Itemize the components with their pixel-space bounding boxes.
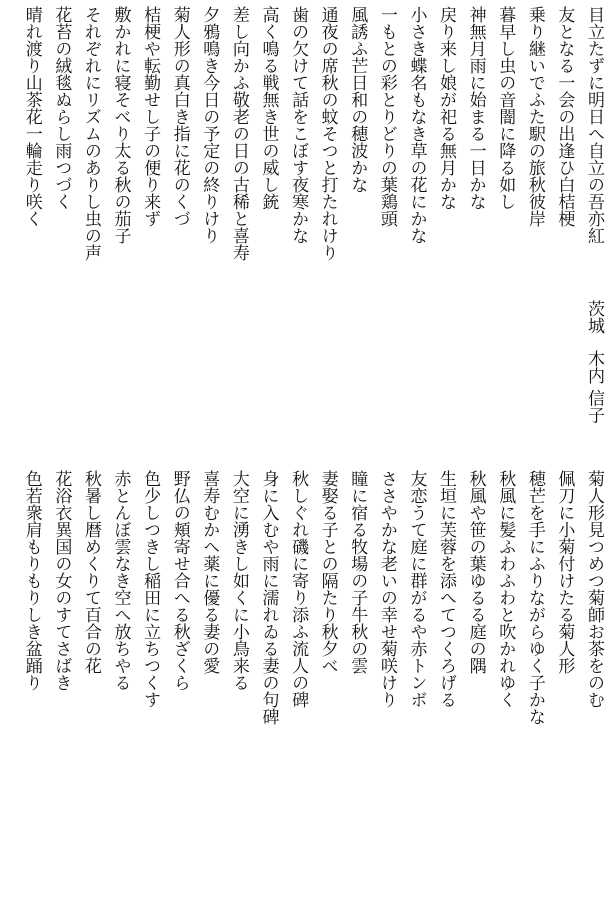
author-name: 木内 信子 <box>584 350 604 424</box>
haiku-line: 敷かれに寝そべり太る秋の茄子 <box>110 6 131 244</box>
haiku-line: 暮早し虫の音闇に降る如し <box>495 6 516 210</box>
author-place: 茨城 <box>584 300 604 334</box>
haiku-line: 歯の欠けて話をこぼす夜寒かな <box>288 6 309 244</box>
haiku-line: 生垣に芙蓉を添へてつくろげる <box>436 470 457 708</box>
haiku-line: 色少しつきし稲田に立ちつくす <box>140 470 161 708</box>
haiku-line: 瞳に宿る牧場の子牛秋の雲 <box>347 470 368 674</box>
haiku-line: 佩刀に小菊付けたる菊人形 <box>554 470 575 674</box>
haiku-line: 小さき蝶名もなき草の花にかな <box>406 6 427 244</box>
haiku-line: 花苔の絨毯ぬらし雨つづく <box>51 6 72 210</box>
haiku-line: 晴れ渡り山茶花一輪走り咲く <box>21 6 42 227</box>
haiku-line: 大空に湧きし如くに小鳥来る <box>228 470 249 691</box>
haiku-line: 乗り継いでふた駅の旅秋彼岸 <box>524 6 545 227</box>
haiku-line: 妻娶る子との隔たり秋夕べ <box>317 470 338 674</box>
haiku-line: 目立たずに明日へ自立の吾亦紅 <box>584 6 604 244</box>
top-section <box>0 6 608 446</box>
bottom-section <box>0 470 608 910</box>
haiku-line: 差し向かふ敬老の日の古稀と喜寿 <box>228 6 249 261</box>
haiku-line: 身に入むや雨に濡れゐる妻の句碑 <box>258 470 279 725</box>
haiku-line: 菊人形見つめつ菊師お茶をのむ <box>584 470 604 708</box>
haiku-line: 秋しぐれ磯に寄り添ふ流人の碑 <box>288 470 309 708</box>
haiku-line: 桔梗や転勤せし子の便り来ず <box>140 6 161 227</box>
haiku-line: それぞれにリズムのありし虫の声 <box>80 6 101 261</box>
haiku-line: 秋風に髪ふわふわと吹かれゆく <box>495 470 516 708</box>
haiku-line: 秋暑し暦めくりて百合の花 <box>80 470 101 674</box>
haiku-line: 高く鳴る戦無き世の威し銃 <box>258 6 279 210</box>
haiku-line: 色若衆肩もりもりしき盆踊り <box>21 470 42 691</box>
haiku-line: 秋風や笹の葉ゆるる庭の隅 <box>465 470 486 674</box>
haiku-line: 戻り来し娘が祀る無月かな <box>436 6 457 210</box>
haiku-line: 友となる一会の出逢ひ白桔梗 <box>554 6 575 227</box>
haiku-line: 夕鴉鳴き今日の予定の終りけり <box>199 6 220 244</box>
haiku-line: 菊人形の真白き指に花のくづ <box>169 6 190 227</box>
haiku-line: 神無月雨に始まる一日かな <box>465 6 486 210</box>
haiku-line: 通夜の席秋の蚊そつと打たれけり <box>317 6 338 261</box>
haiku-line: 穂芒を手にふりながらゆく子かな <box>524 470 545 725</box>
haiku-line: 風誘ふ芒日和の穂波かな <box>347 6 368 193</box>
haiku-line: 花浴衣異国の女のすてさばき <box>51 470 72 691</box>
haiku-line: 赤とんぼ雲なき空へ放ちやる <box>110 470 131 691</box>
haiku-line: 一もとの彩とりどりの葉鶏頭 <box>376 6 397 227</box>
haiku-line: 野仏の頬寄せ合へる秋ざくら <box>169 470 190 691</box>
haiku-line: 喜寿むかへ薬に優る妻の愛 <box>199 470 220 674</box>
haiku-line: 友恋うて庭に群がるや赤トンボ <box>406 470 427 708</box>
haiku-line: ささやかな老いの幸せ菊咲けり <box>376 470 397 708</box>
